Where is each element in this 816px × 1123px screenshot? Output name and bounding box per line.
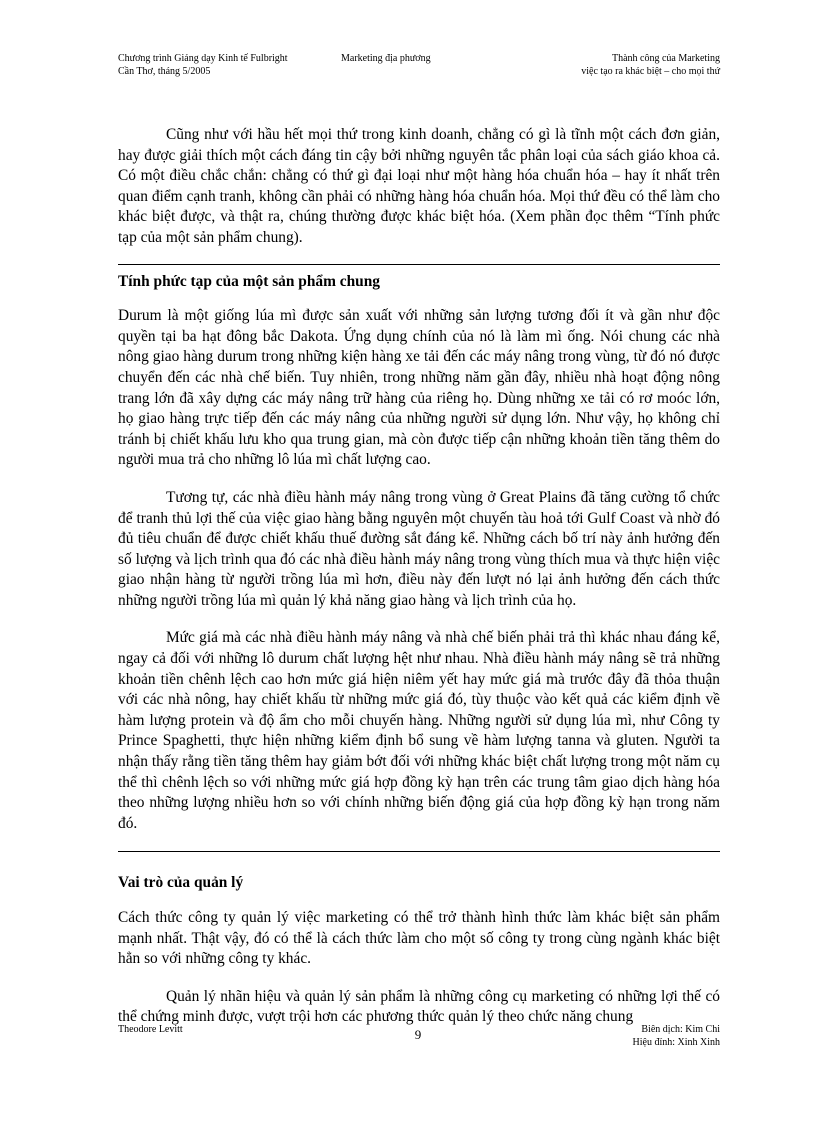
footer-credits xyxy=(633,1023,721,1049)
footer-author: Theodore Levitt xyxy=(118,1024,183,1035)
box-paragraph-3: Mức giá mà các nhà điều hành máy nâng và nhà chế biến phải trả thì khác nhau đáng kể, ngay cả đối với những lô durum chất lượng hệt như nhau. Nhà điều hành máy nâng sẽ trả những khoản tiền chênh lệch cao hơn mức giá hiện niêm yết hay mức giá mà trước đây đã thỏa thuận với các nhà nông, hay chiết khấu từ những mức giá đó, tùy thuộc vào kết quả các kiểm định về hàm lượng protein và độ ẩm cho mỗi chuyến hàng. Những người sử dụng lúa mì, như Công ty Prince Spaghetti, thực hiện những kiểm định bổ sung về hàm lượng tanna và gluten. Người ta nhận thấy rằng tiền tăng thêm hay giảm bớt đối với những khác biệt chất lượng trong một năm cụ thể thì chênh lệch so với những mức giá hợp đồng kỳ hạn trên các trung tâm giao dịch hàng hóa theo những lượng nhiều hơn so với chính những biến động giá của hợp đồng kỳ hạn trong năm đó. xyxy=(118,629,720,832)
management-paragraph-2: Quản lý nhãn hiệu và quản lý sản phẩm là những công cụ marketing có những lợi thế có thể chứng minh được, vượt trội hơn các phương thức quản lý theo chức năng chung xyxy=(118,987,720,1026)
section-divider-bottom xyxy=(118,851,720,852)
editor: Hiệu đính: Xinh Xinh xyxy=(632,1037,720,1048)
header-course-title: Marketing địa phương xyxy=(341,53,431,64)
header-left xyxy=(118,52,288,78)
header-right xyxy=(581,52,720,78)
page-number: 9 xyxy=(414,1027,422,1042)
section-heading-management: Vai trò của quản lý xyxy=(118,874,244,892)
program-name: Chương trình Giảng dạy Kinh tế Fulbright xyxy=(118,53,288,64)
section-heading-complexity: Tính phức tạp của một sản phẩm chung xyxy=(118,272,380,290)
intro-paragraph: Cũng như với hầu hết mọi thứ trong kinh doanh, chẳng có gì là tĩnh một cách đơn giản, hay được giải thích một cách đáng tin cậy bởi những nguyên tắc phân loại của sách giáo khoa cả. Có một điều chắc chắn: chẳng có thứ gì đại loại như một hàng hóa chuẩn hóa – hay ít nhất trên quan điểm cạnh tranh, không cần phải có những hàng hóa chuẩn hóa. Mọi thứ đều có thể làm cho khác biệt được, và thật ra, chúng thường được khác biệt hóa. (Xem phần đọc thêm “Tính phức tạp của một sản phẩm chung). xyxy=(118,126,720,246)
chapter-title-line2: việc tạo ra khác biệt – cho mọi thứ xyxy=(581,66,720,77)
box-paragraph-1: Durum là một giống lúa mì được sản xuất với những sản lượng tương đối ít và gần như độc quyền tại ba hạt đông bắc Dakota. Ứng dụng chính của nó là làm mì ống. Nói chung các nhà nông giao hàng durum trong những kiện hàng xe tải đến các máy nâng trong vùng, từ đó nó được chuyển đến các nhà chế biến. Tuy nhiên, trong những năm gần đây, nhiều nhà hoạt động nông trang lớn đã xây dựng các máy nâng trữ hàng của riêng họ. Dùng những xe tải có rơ moóc lớn, họ giao hàng trực tiếp đến các máy nâng của những người sử dụng lớn. Như vậy, họ không chỉ tránh bị chiết khấu lưu kho qua trung gian, mà còn được tiếp cận những khoản tiền tăng thêm do người mua trả cho những lô lúa mì chất lượng cao. xyxy=(118,307,720,469)
document-body xyxy=(118,125,720,1028)
section-divider-top xyxy=(118,264,720,265)
chapter-title-line1: Thành công của Marketing xyxy=(611,53,720,64)
box-paragraph-2: Tương tự, các nhà điều hành máy nâng trong vùng ở Great Plains đã tăng cường tổ chức để tranh thủ lợi thế của việc giao hàng bằng nguyên một chuyến tàu hoả tới Gulf Coast và nhờ đó đủ tiêu chuẩn để được chiết khấu thuế đường sắt đáng kể. Những cách bố trí này ảnh hưởng đến số lượng và lịch trình qua đó các nhà điều hành máy nâng trong vùng thích mua và thực hiện việc giao nhận hàng từ người trồng lúa mì hơn, điều này đến lượt nó lại ảnh hưởng đến cách thức những người trồng lúa mì quản lý khả năng giao hàng và lịch trình của họ. xyxy=(118,488,720,609)
translator: Biên dịch: Kim Chi xyxy=(641,1024,720,1035)
management-paragraph-1: Cách thức công ty quản lý việc marketing có thể trở thành hình thức làm khác biệt sản phẩm mạnh nhất. Thật vậy, đó có thể là cách thức làm cho một số công ty trong cùng ngành khác biệt hẳn so với những công ty khác. xyxy=(118,909,720,968)
location-date: Cần Thơ, tháng 5/2005 xyxy=(118,66,211,77)
